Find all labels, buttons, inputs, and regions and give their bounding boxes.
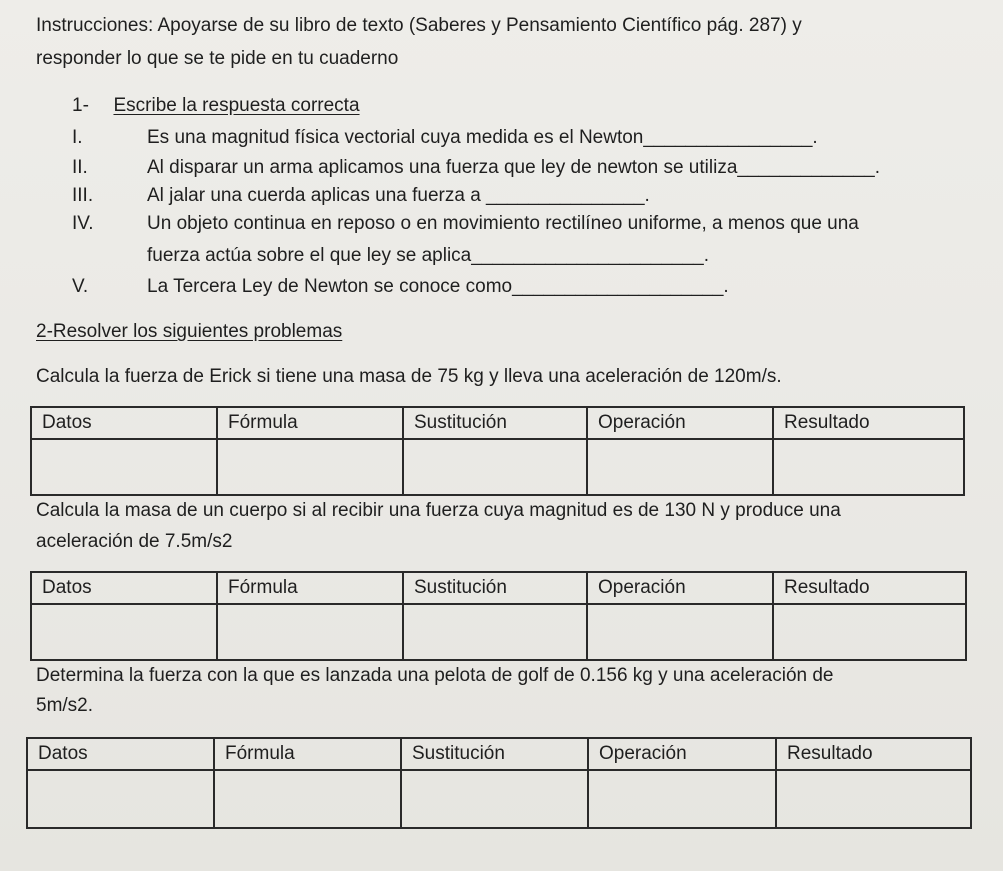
answer-cell-formula: [217, 439, 403, 495]
section1-number: 1-: [72, 95, 89, 116]
answer-cell-formula: [214, 770, 401, 828]
question-2-numeral: II.: [72, 157, 88, 178]
answer-cell-operacion: [588, 770, 776, 828]
header-operacion: Operación: [587, 572, 773, 604]
answer-cell-operacion: [587, 604, 773, 660]
header-resultado: Resultado: [773, 572, 966, 604]
answer-cell-operacion: [587, 439, 773, 495]
table-header-row: [27, 738, 971, 770]
problem-2-text-line-2: aceleración de 7.5m/s2: [36, 531, 233, 552]
header-formula: Fórmula: [217, 572, 403, 604]
question-3-numeral: III.: [72, 185, 94, 206]
section2-title: 2-Resolver los siguientes problemas: [36, 321, 343, 342]
problem-3-text-line-2: 5m/s2.: [36, 695, 94, 716]
header-datos: Datos: [27, 738, 214, 770]
question-1-numeral: I.: [72, 127, 83, 148]
section1-title: Escribe la respuesta correcta: [113, 95, 360, 116]
question-4-numeral: IV.: [72, 213, 94, 234]
problem-1-text: Calcula la fuerza de Erick si tiene una masa de 75 kg y lleva una aceleración de 120m/s.: [36, 366, 782, 387]
header-operacion: Operación: [588, 738, 776, 770]
instructions-line-1: Instrucciones: Apoyarse de su libro de texto (Saberes y Pensamiento Científico pág. 287) y: [36, 15, 802, 36]
problem-3-table: [26, 737, 972, 829]
question-3-text: Al jalar una cuerda aplicas una fuerza a _______________.: [147, 185, 650, 206]
problem-3-text-line-1: Determina la fuerza con la que es lanzada una pelota de golf de 0.156 kg y una aceleración de: [36, 665, 834, 686]
answer-cell-sustitucion: [403, 604, 587, 660]
header-datos: Datos: [31, 407, 217, 439]
header-resultado: Resultado: [773, 407, 964, 439]
answer-cell-formula: [217, 604, 403, 660]
question-1-text: Es una magnitud física vectorial cuya medida es el Newton________________.: [147, 127, 818, 148]
question-5-text: La Tercera Ley de Newton se conoce como____________________.: [147, 276, 729, 297]
table-header-row: [31, 407, 964, 439]
question-2-text: Al disparar un arma aplicamos una fuerza que ley de newton se utiliza_____________.: [147, 157, 881, 178]
answer-cell-datos: [27, 770, 214, 828]
header-formula: Fórmula: [214, 738, 401, 770]
header-formula: Fórmula: [217, 407, 403, 439]
header-operacion: Operación: [587, 407, 773, 439]
header-sustitucion: Sustitución: [403, 572, 587, 604]
instructions-line-2: responder lo que se te pide en tu cuaderno: [36, 48, 399, 69]
section1-heading: [72, 94, 360, 118]
answer-cell-resultado: [773, 439, 964, 495]
answer-cell-resultado: [773, 604, 966, 660]
header-sustitucion: Sustitución: [403, 407, 587, 439]
question-4-text-continued: fuerza actúa sobre el que ley se aplica______________________.: [147, 245, 710, 266]
header-resultado: Resultado: [776, 738, 971, 770]
table-row: [31, 439, 964, 495]
header-sustitucion: Sustitución: [401, 738, 588, 770]
answer-cell-datos: [31, 604, 217, 660]
table-row: [27, 770, 971, 828]
problem-2-text-line-1: Calcula la masa de un cuerpo si al recibir una fuerza cuya magnitud es de 130 N y produce una: [36, 500, 841, 521]
answer-cell-datos: [31, 439, 217, 495]
header-datos: Datos: [31, 572, 217, 604]
table-header-row: [31, 572, 966, 604]
question-5-numeral: V.: [72, 276, 89, 297]
answer-cell-resultado: [776, 770, 971, 828]
problem-2-table: [30, 571, 967, 661]
table-row: [31, 604, 966, 660]
answer-cell-sustitucion: [401, 770, 588, 828]
answer-cell-sustitucion: [403, 439, 587, 495]
question-4-text: Un objeto continua en reposo o en movimiento rectilíneo uniforme, a menos que una: [147, 213, 859, 234]
problem-1-table: [30, 406, 965, 496]
